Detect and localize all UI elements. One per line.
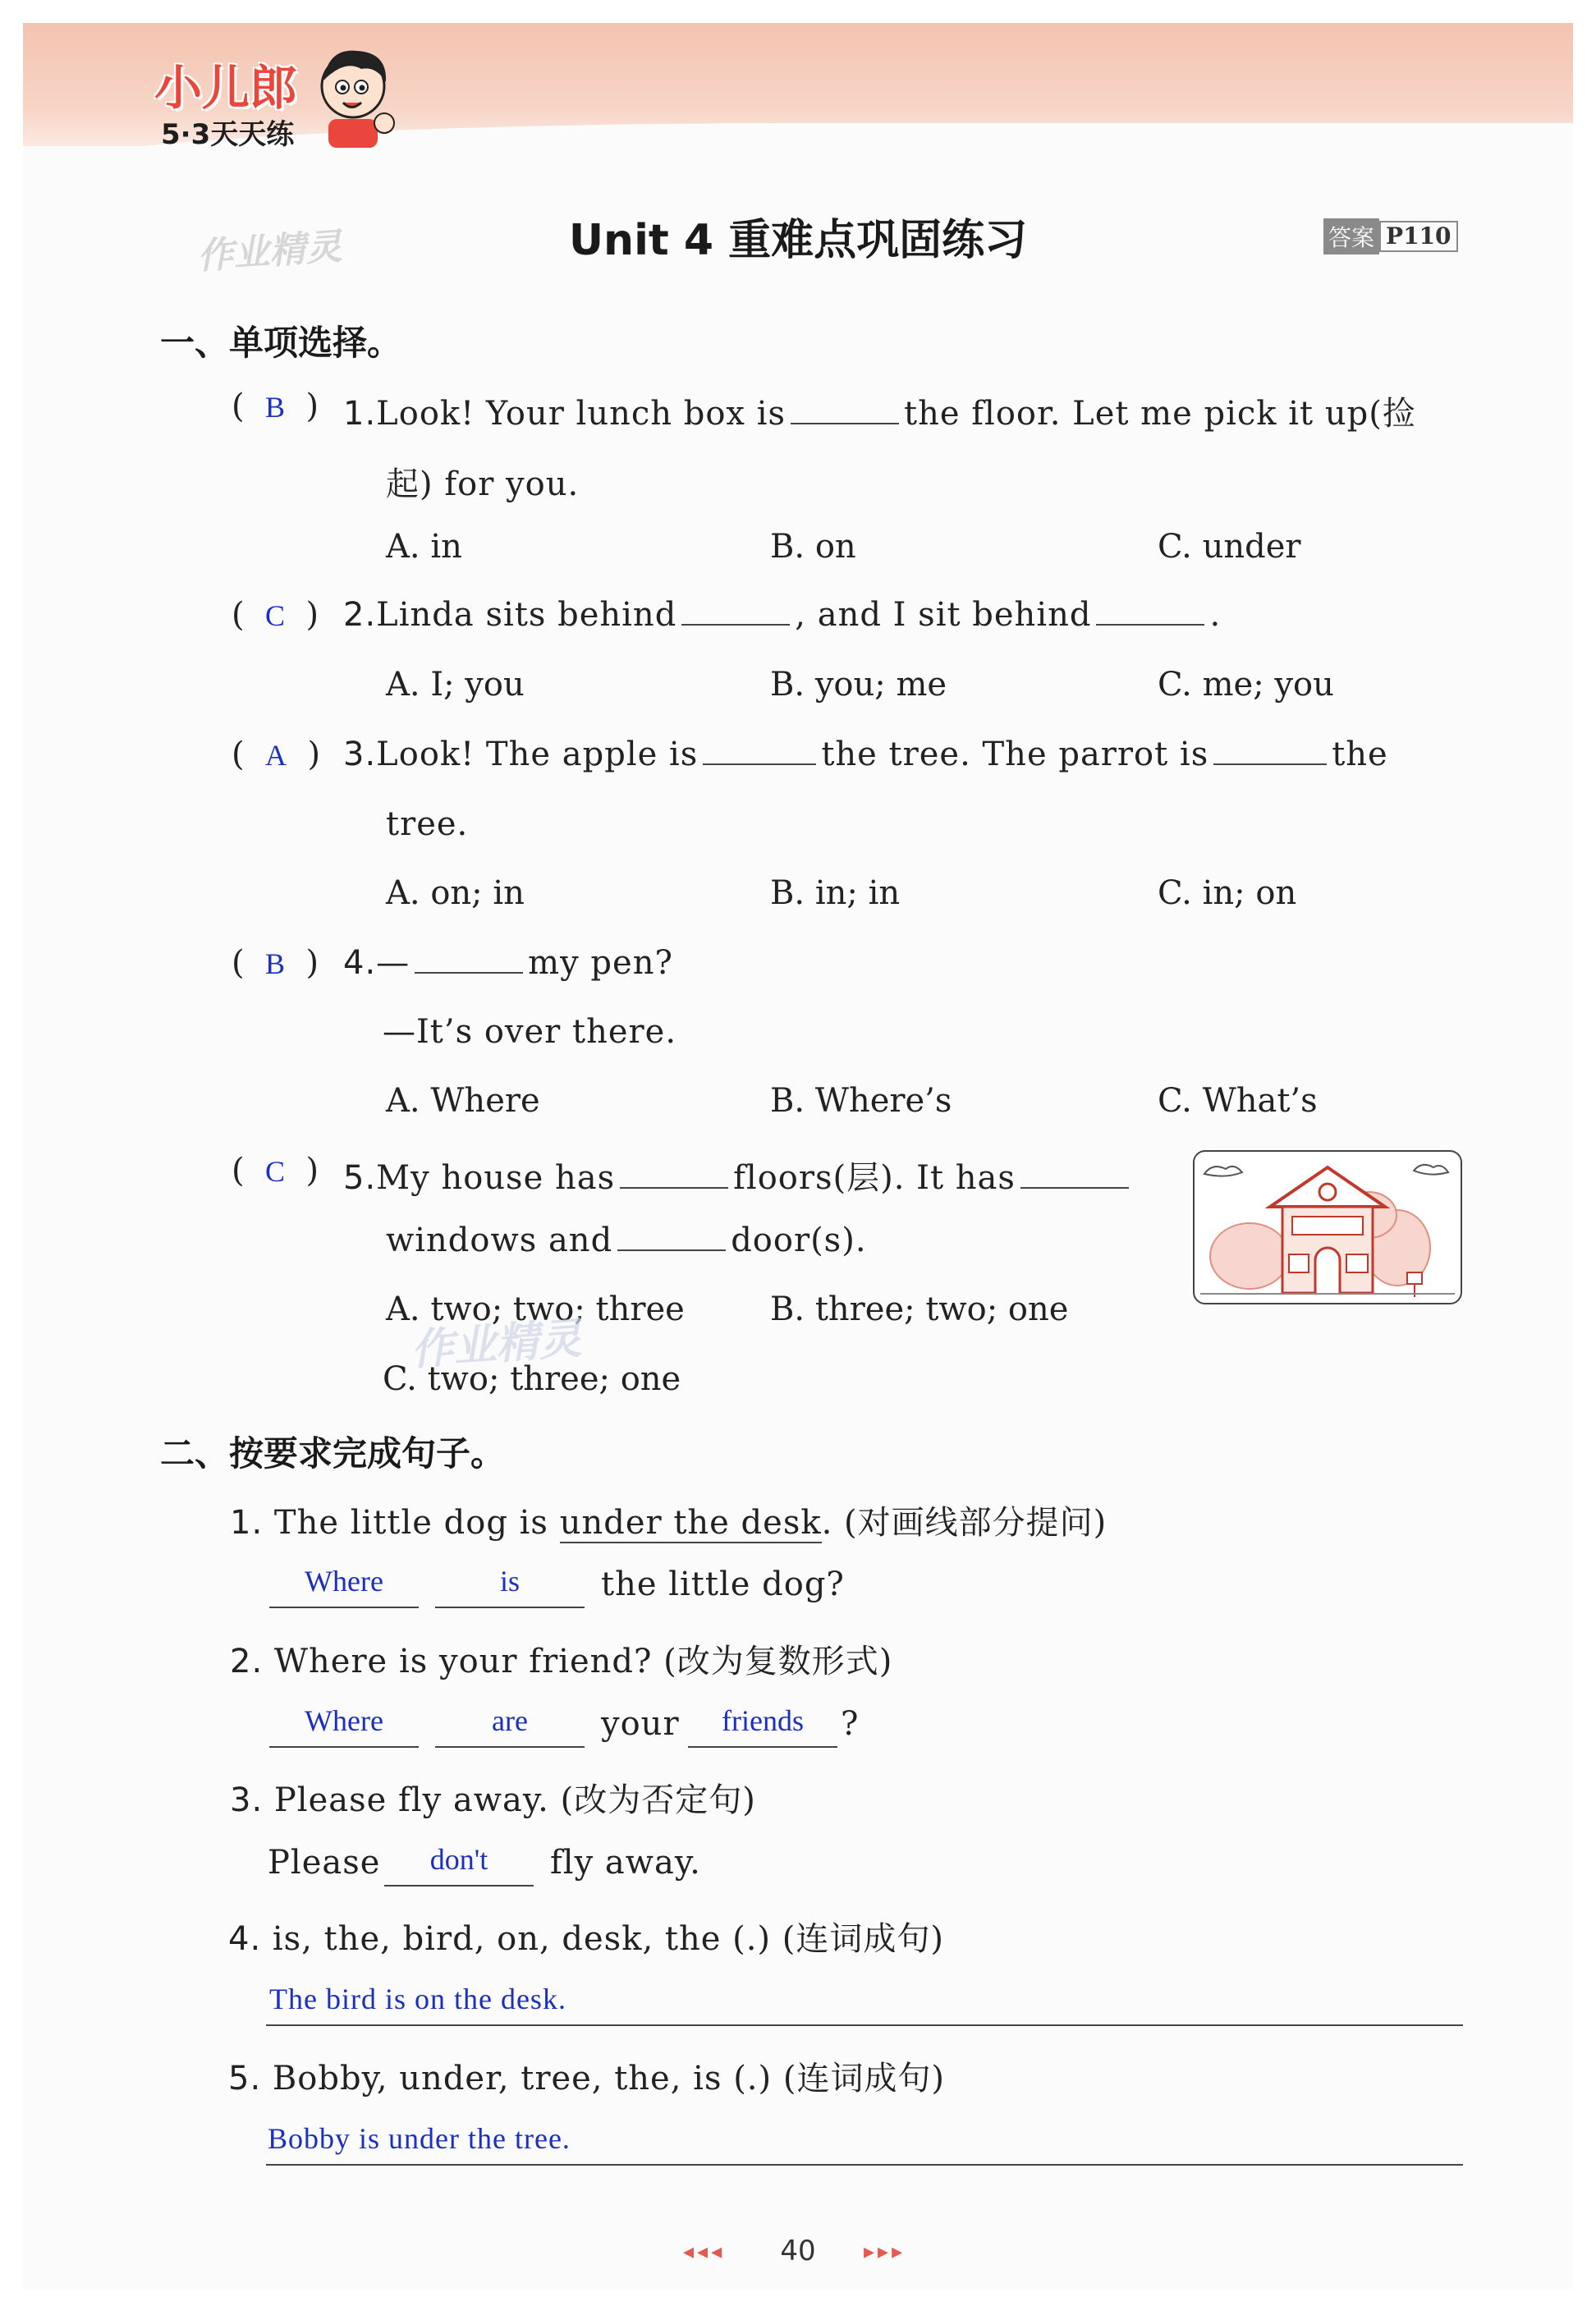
q3-text-a: Look! The apple is [376,736,699,773]
q5-text-b: floors(层). It has [733,1159,1016,1197]
item3-number: 3. [230,1781,264,1819]
q1-answer-paren: ( B ) [232,387,319,425]
page-title: Unit 4 重难点巩固练习 [568,216,1028,265]
item2-fill-2: are [435,1703,585,1748]
q3-option-a: A. on; in [386,874,525,912]
arrow-right-icon: ▸▸▸ [864,2240,906,2264]
item2-fill-1: Where [269,1703,419,1748]
q3-text-c: the [1332,736,1388,773]
q5-text-c: windows and [386,1222,613,1259]
q5-answer: C [265,1155,286,1188]
q1-line2: 起) for you. [386,465,580,503]
q1-number: 1. [343,395,377,433]
q5-option-a: A. two; two; three [386,1291,685,1328]
item2-fill-3: friends [688,1703,837,1748]
item3-text: Please fly away. (改为否定句) [273,1781,756,1819]
q2-line1 [343,596,1221,634]
item5-answer-line [266,2164,1463,2166]
q5-answer-paren: ( C ) [232,1152,319,1190]
q5-line2 [386,1222,867,1259]
answer-label: 答案 [1323,218,1379,254]
q4-line2: —It’s over there. [383,1013,677,1051]
brand-logo: 小儿郎 [154,60,298,116]
q4-option-b: B. Where’s [770,1082,952,1120]
q1-text-a: Look! Your lunch box is [376,395,787,433]
q4-option-c: C. What’s [1158,1082,1318,1120]
item1-fill-1: Where [269,1564,419,1608]
item1-text-a: The little dog is [273,1504,548,1542]
q3-answer-paren: ( A ) [232,736,321,773]
q3-line2: tree. [386,805,469,843]
q5-option-c: C. two; three; one [383,1360,681,1398]
q3-line1 [343,736,1388,773]
q1-option-b: B. on [770,528,856,566]
item4-answer-line [266,2024,1463,2026]
item2-mid: your [601,1705,680,1743]
item4-prompt [228,1913,944,1960]
item2-tail: ? [841,1705,860,1743]
answer-page: P110 [1379,221,1458,252]
q4-number: 4. [343,944,377,982]
q2-text-b: , and I sit behind [795,596,1092,634]
q4-text-b: my pen? [528,944,673,982]
q2-text-a: Linda sits behind [376,596,677,634]
item1-number: 1. [230,1504,264,1542]
item2-prompt [230,1635,892,1682]
q4-dash: — [376,944,410,982]
q2-answer: C [265,599,286,632]
item4-text: is, the, bird, on, desk, the (.) (连词成句) [272,1920,944,1958]
item3-fill-1: don't [384,1842,534,1887]
q2-text-c: . [1209,596,1222,634]
q1-answer: B [265,391,286,424]
item5-number: 5. [228,2060,262,2097]
q5-text-a: My house has [376,1159,616,1197]
mascot-boy-icon [312,41,402,148]
q3-answer: A [265,739,287,772]
item2-number: 2. [230,1643,264,1680]
item1-underlined: under the desk [559,1504,822,1542]
q1-line1 [343,387,1416,434]
arrow-left-icon: ◂◂◂ [683,2240,726,2264]
q1-text-b: the floor. Let me pick it up(捡 [904,395,1416,433]
q4-answer: B [265,947,286,980]
q1-option-a: A. in [386,528,462,566]
q5-blank-2 [1020,1186,1129,1189]
item1-fill-2: is [435,1564,585,1608]
item4-number: 4. [228,1920,262,1958]
q2-blank-2 [1096,623,1204,626]
item3-prompt [230,1774,756,1821]
item1-text-b: . (对画线部分提问) [821,1504,1108,1542]
q4-answer-paren: ( B ) [232,944,319,982]
section2-heading: 二、按要求完成句子。 [160,1433,506,1474]
q2-option-b: B. you; me [770,666,947,704]
q3-text-b: the tree. The parrot is [821,736,1209,773]
q5-text-d: door(s). [731,1222,867,1259]
item3-tail: fly away. [550,1844,701,1882]
q3-option-b: B. in; in [770,874,901,912]
watermark-mid: 作业精灵 [409,1313,584,1376]
page-number: 40 [780,2235,816,2267]
q2-number: 2. [343,596,377,634]
q3-option-c: C. in; on [1158,874,1297,912]
q5-blank-1 [620,1186,728,1189]
section1-heading: 一、单项选择。 [160,323,402,363]
q4-line1 [343,944,673,982]
item1-prompt [230,1497,1107,1543]
q2-option-a: A. I; you [386,666,525,704]
q4-blank [415,971,523,974]
q5-number: 5. [343,1159,377,1197]
q1-option-c: C. under [1158,528,1301,566]
q2-option-c: C. me; you [1158,666,1334,704]
item4-answer: The bird is on the desk. [269,1983,566,2015]
item3-lead: Please [268,1844,381,1882]
brand-subtitle: 5·3天天练 [161,118,295,151]
q3-number: 3. [343,736,377,773]
item5-prompt [228,2052,945,2099]
item5-answer: Bobby is under the tree. [268,2122,571,2155]
item1-tail: the little dog? [601,1566,845,1603]
q3-blank-2 [1213,763,1327,765]
house-illustration [1192,1149,1463,1305]
watermark-top: 作业精灵 [195,225,343,278]
q4-option-a: A. Where [386,1082,540,1120]
item2-text: Where is your friend? (改为复数形式) [273,1643,893,1680]
answer-reference [1323,220,1458,253]
q5-blank-3 [617,1249,726,1251]
q5-line1 [343,1152,1134,1199]
item5-text: Bobby, under, tree, the, is (.) (连词成句) [272,2060,946,2097]
q2-blank-1 [681,623,790,626]
q2-answer-paren: ( C ) [232,596,319,634]
q3-blank-1 [703,763,816,765]
q1-blank [791,422,899,424]
q5-option-b: B. three; two; one [770,1291,1069,1328]
